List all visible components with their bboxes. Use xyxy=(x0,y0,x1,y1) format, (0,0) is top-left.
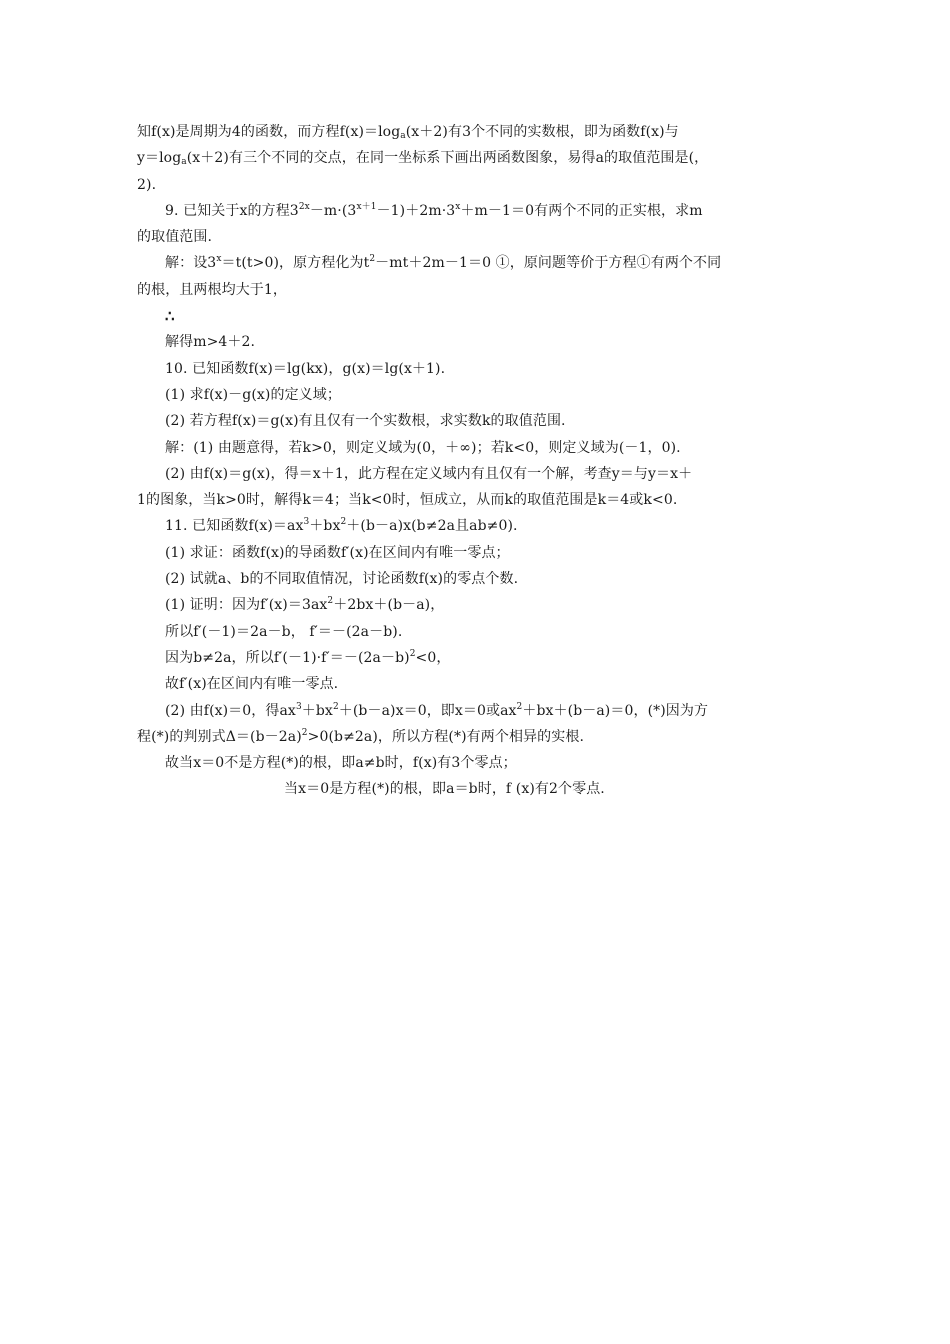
text-line: (1) 求证：函数f(x)的导函数f′(x)在区间内有唯一零点； xyxy=(165,544,510,561)
text-line: 知f(x)是周期为4的函数，而方程$f(x)=\log_a(x+2)$有3个不同的实数根，即为函数f(x)与 xyxy=(137,124,679,141)
problem-9-line: 9. 已知关于x的方程$3^{2x}-m\cdot(3^{x+1}-1)+2m\cdot 3^x+m-1=0$有两个不同的正实根，求m xyxy=(165,201,703,219)
problem-11-line: 11. 已知函数$f(x)=ax^3+bx^2+(b-a)x(b\ne 2a$且ab≠0). xyxy=(165,517,518,535)
solution-line: 解：(1) 由题意得，若k>0，则定义域为(0，＋∞)；若k<0，则定义域为(－1，0). xyxy=(165,439,681,456)
therefore-symbol: ∴ xyxy=(165,307,175,326)
text-line: (2) 试就a、b的不同取值情况，讨论函数f(x)的零点个数. xyxy=(165,571,519,588)
text-line: 的根，且两根均大于1， xyxy=(137,281,288,298)
text-line: (2) 由f(x)＝g(x)，得＝x＋1，此方程在定义域内有且仅有一个解，考查y＝与y＝x＋ xyxy=(165,465,693,482)
text-line: 程(*)的判别式$\Delta=(b-2a)^2>0(b\ne 2a)$，所以方程(*)有两个相异的实根. xyxy=(137,727,584,745)
text-line: $y=\log_a(x+2)$有三个不同的交点，在同一坐标系下画出两函数图象，易得a的取值范围是(， xyxy=(137,150,709,168)
text-line: 当x＝0是方程(*)的根，即a＝b时，f (x)有2个零点. xyxy=(284,781,605,798)
text-line: 因为b≠2a，所以$f'(-1)\cdot f'=-(2a-b)^2<0$， xyxy=(165,648,451,666)
text-line: 解得m>4＋2. xyxy=(165,334,256,351)
solution-line: 解：设$3^x=t(t>0)$，原方程化为$t^2-mt+2m-1=0$ ①，原问题等价于方程①有两个不同 xyxy=(165,254,722,272)
proof-line: (1) 证明：因为$f'(x)=3ax^2+2bx+(b-a)$， xyxy=(165,596,445,614)
text-line: (1) 求f(x)－g(x)的定义域； xyxy=(165,386,341,403)
text-line: 故当x＝0不是方程(*)的根，即a≠b时，f(x)有3个零点； xyxy=(165,755,517,772)
text-line: 所以f′(－1)＝2a－b， f′＝－(2a－b). xyxy=(165,623,403,640)
text-line: 2). xyxy=(137,176,157,193)
text-line: 的取值范围. xyxy=(137,229,213,246)
text-line: 1的图象，当k>0时，解得k＝4；当k<0时，恒成立，从而k的取值范围是k＝4或k<0. xyxy=(137,492,678,509)
problem-10-line: 10. 已知函数f(x)＝lg(kx)，g(x)＝lg(x＋1). xyxy=(165,360,446,377)
text-line: (2) 若方程f(x)＝g(x)有且仅有一个实数根，求实数k的取值范围. xyxy=(165,413,566,430)
text-line: (2) 由f(x)＝0，得$ax^3+bx^2+(b-a)x=0$，即x＝0或$ax^2+bx+(b-a)=0$，(*)因为方 xyxy=(165,701,709,719)
document-page xyxy=(137,119,817,803)
text-line: 故f′(x)在区间内有唯一零点. xyxy=(165,676,339,693)
